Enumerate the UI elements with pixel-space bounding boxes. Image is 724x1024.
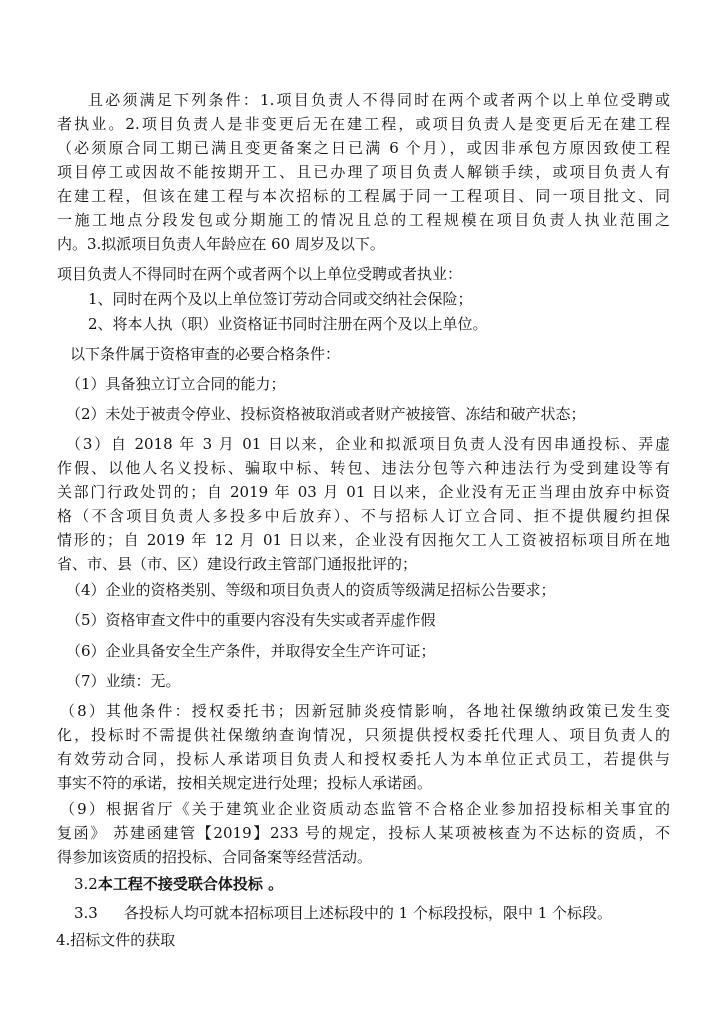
text-line: 者执业。2.项目负责人是非变更后无在建工程，或项目负责人是变更后无在建工程 — [57, 115, 670, 133]
text-line: 省、市、县（市、区）建设行政主管部门通报批评的； — [57, 555, 418, 573]
section-3-3 — [74, 901, 612, 925]
condition-8 — [0, 699, 724, 795]
qualification-heading: 以下条件属于资格审查的必要合格条件： — [70, 345, 341, 363]
text-line: 得参加该资质的招投标、合同备案等经营活动。 — [57, 848, 373, 866]
text-line: 格（不含项目负责人多投多中后放弃）、不与招标人订立合同、拒不提供履约担保 — [57, 507, 670, 525]
text-line: 一施工地点分段发包或分期施工的情况且总的工程规模在项目负责人执业范围之 — [57, 211, 670, 229]
text-line: 复函》 苏建函建管【2019】233 号的规定，投标人某项被核查为不达标的资质，不 — [57, 824, 670, 842]
condition-3 — [0, 432, 724, 576]
text-line: （必须原合同工期已满且变更备案之日已满 6 个月），或因非承包方原因致使工程 — [57, 139, 670, 157]
condition-5: （5）资格审查文件中的重要内容没有失实或者弄虚作假 — [66, 611, 436, 629]
restriction-heading: 项目负责人不得同时在两个或者两个以上单位受聘或者执业： — [57, 265, 463, 283]
section-3-2 — [74, 872, 283, 896]
text-line: （8）其他条件：授权委托书；因新冠肺炎疫情影响，各地社保缴纳政策已发生变 — [60, 702, 670, 720]
text-line: 情形的；自 2019 年 12 月 01 日以来，企业没有因拖欠工人工资被招标项目所在地 — [57, 531, 670, 549]
condition-6: （6）企业具备安全生产条件，并取得安全生产许可证； — [66, 642, 436, 660]
section-number: 3.2 — [74, 875, 98, 893]
restriction-item: 1、同时在两个及以上单位签订劳动合同或交纳社会保险； — [88, 290, 473, 308]
text-line: 作假、以他人名义投标、骗取中标、转包、违法分包等六种违法行为受到建设等有 — [57, 459, 670, 477]
text-line: 化，投标时不需提供社保缴纳查询情况，只须提供授权委托代理人、项目负责人的 — [57, 726, 670, 744]
text-line: （3）自 2018 年 3 月 01 日以来，企业和拟派项目负责人没有因串通投标、弄虚 — [66, 435, 670, 453]
conditions-paragraph — [0, 88, 724, 256]
text-line: 关部门行政处罚的；自 2019 年 03 月 01 日以来，企业没有无正当理由放弃中标资 — [57, 483, 670, 501]
text-line: 在建工程，但该在建工程与本次招标的工程属于同一工程项目、同一项目批文、同 — [57, 187, 670, 205]
condition-1: （1）具备独立订立合同的能力； — [66, 375, 286, 393]
section-text: 各投标人均可就本招标项目上述标段中的 1 个标段投标，限中 1 个标段。 — [123, 904, 613, 922]
text-line: （9）根据省厅《关于建筑业企业资质动态监管不合格企业参加招投标相关事宜的 — [60, 800, 670, 818]
condition-7: （7）业绩：无。 — [66, 672, 181, 690]
text-line: 内。3.拟派项目负责人年龄应在 60 周岁及以下。 — [57, 235, 385, 253]
restriction-item: 2、将本人执（职）业资格证书同时注册在两个及以上单位。 — [88, 315, 488, 333]
text-line: 且必须满足下列条件：1.项目负责人不得同时在两个或者两个以上单位受聘或 — [88, 91, 670, 109]
condition-9 — [0, 797, 724, 869]
section-number: 3.3 — [74, 904, 98, 922]
text-line: 事实不符的承诺，按相关规定进行处理；投标人承诺函。 — [57, 774, 433, 792]
text-line: 项目停工或因故不能按期开工、且已办理了项目负责人解锁手续，或项目负责人有 — [57, 163, 670, 181]
section-4-heading: 4.招标文件的获取 — [56, 931, 176, 949]
condition-4: （4）企业的资格类别、等级和项目负责人的资质等级满足招标公告要求； — [66, 581, 556, 599]
section-text: 本工程不接受联合体投标 。 — [97, 875, 284, 893]
text-line: 有效劳动合同，投标人承诺项目负责人和授权委托人为本单位正式员工，若提供与 — [57, 750, 670, 768]
condition-2: （2）未处于被责令停业、投标资格被取消或者财产被接管、冻结和破产状态； — [66, 405, 586, 423]
